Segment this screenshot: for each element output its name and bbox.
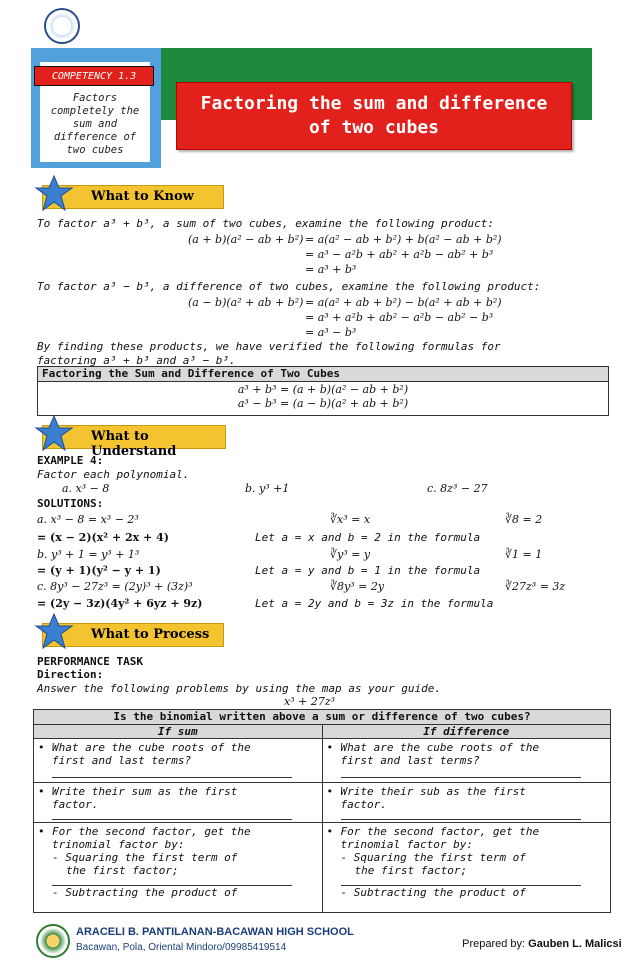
problem-b: b. y³ +1 (245, 482, 290, 495)
answer-line[interactable] (341, 767, 581, 778)
root-b-right: ∛1 = 1 (505, 548, 543, 561)
formula-box-header: Factoring the Sum and Difference of Two Cubes (38, 367, 609, 382)
sum-step-first-factor: • Write their sum as the first factor. (34, 783, 323, 823)
example-label: EXAMPLE 4: (37, 454, 104, 467)
competency-description: Factors completely the sum and difference of two cubes (50, 92, 140, 156)
section-banner-process: What to Process (34, 618, 224, 648)
root-c-left: ∛8y³ = 2y (330, 580, 385, 593)
sum-intro: To factor a³ + b³, a sum of two cubes, examine the following product: (37, 217, 494, 230)
star-icon (34, 612, 74, 652)
solutions-label: SOLUTIONS: (37, 497, 104, 510)
page-title: Factoring the sum and difference of two cubes (176, 82, 572, 150)
prepared-by: Prepared by: Gauben L. Malicsi (462, 938, 622, 950)
direction-text: Answer the following problems by using the map as your guide. (37, 682, 441, 695)
conclusion-line-2: factoring a³ + b³ and a³ − b³. (37, 354, 236, 367)
solution-a-line-1: a. x³ − 8 = x³ − 2³ (37, 513, 139, 526)
answer-line[interactable] (52, 877, 292, 886)
sum-lhs: (a + b)(a² − ab + b²) (188, 233, 304, 246)
diff-step-3: = a³ − b³ (305, 326, 357, 339)
col-header-sum: If sum (34, 725, 323, 739)
sum-step-cube-roots: • What are the cube roots of the first and last terms? (34, 739, 323, 783)
process-map-table (33, 709, 611, 913)
sum-step-2: = a³ − a²b + ab² + a²b − ab² + b³ (305, 248, 494, 261)
diff-step-2: = a³ + a²b + ab² − a²b − ab² − b³ (305, 311, 494, 324)
solution-c-line-1: c. 8y³ − 27z³ = (2y)³ + (3z)³ (37, 580, 193, 593)
sum-step-1: = a(a² − ab + b²) + b(a² − ab + b²) (305, 233, 502, 246)
root-a-right: ∛8 = 2 (505, 513, 543, 526)
diff-intro: To factor a³ − b³, a difference of two cubes, examine the following product: (37, 280, 541, 293)
let-c: Let a = 2y and b = 3z in the formula (255, 597, 494, 610)
answer-line[interactable] (52, 811, 292, 820)
root-b-left: ∛y³ = y (330, 548, 371, 561)
problem-expression: x³ + 27z³ (284, 695, 336, 708)
problem-c: c. 8z³ − 27 (427, 482, 488, 495)
school-name: ARACELI B. PANTILANAN-BACAWAN HIGH SCHOOL (76, 926, 354, 938)
answer-line[interactable] (341, 811, 581, 820)
direction-label: Direction: (37, 668, 104, 681)
solution-a-line-2: = (x − 2)(x² + 2x + 4) (37, 531, 169, 544)
diff-step-1: = a(a² + ab + b²) − b(a² + ab + b²) (305, 296, 502, 309)
school-seal-logo (36, 924, 70, 958)
star-icon (34, 414, 74, 454)
problem-a: a. x³ − 8 (62, 482, 110, 495)
conclusion-line-1: By finding these products, we have verified the following formulas for (37, 340, 501, 353)
root-a-left: ∛x³ = x (330, 513, 371, 526)
diff-lhs: (a − b)(a² + ab + b²) (188, 296, 304, 309)
section-banner-know: What to Know (34, 180, 224, 210)
col-header-diff: If difference (322, 725, 611, 739)
table-question: Is the binomial written above a sum or difference of two cubes? (34, 710, 611, 725)
deped-seal-logo (44, 8, 80, 44)
formula-diff: a³ − b³ = (a − b)(a² + ab + b²) (237, 397, 409, 410)
answer-line[interactable] (52, 767, 292, 778)
school-address: Bacawan, Pola, Oriental Mindoro/09985419514 (76, 942, 287, 953)
let-b: Let a = y and b = 1 in the formula (255, 564, 481, 577)
sum-step-3: = a³ + b³ (305, 263, 357, 276)
let-a: Let a = x and b = 2 in the formula (255, 531, 481, 544)
star-icon (34, 174, 74, 214)
diff-step-first-factor: • Write their sub as the first factor. (322, 783, 611, 823)
competency-badge: COMPETENCY 1.3 (34, 66, 154, 86)
root-c-right: ∛27z³ = 3z (505, 580, 566, 593)
answer-line[interactable] (341, 877, 581, 886)
sum-step-second-factor: • For the second factor, get the trinomial factor by: - Squaring the first term of the first factor; - Subtracting the product of (34, 823, 323, 913)
solution-c-line-2: = (2y − 3z)(4y² + 6yz + 9z) (37, 597, 203, 610)
solution-b-line-1: b. y³ + 1 = y³ + 1³ (37, 548, 140, 561)
example-instruction: Factor each polynomial. (37, 468, 190, 481)
formula-box (37, 366, 609, 416)
diff-step-second-factor: • For the second factor, get the trinomial factor by: - Squaring the first term of the first factor; - Subtracting the product of (322, 823, 611, 913)
diff-step-cube-roots: • What are the cube roots of the first and last terms? (322, 739, 611, 783)
section-banner-understand: What to Understand (34, 420, 224, 450)
formula-sum: a³ + b³ = (a + b)(a² − ab + b²) (237, 383, 409, 396)
solution-b-line-2: = (y + 1)(y² − y + 1) (37, 564, 161, 577)
performance-task-label: PERFORMANCE TASK (37, 655, 143, 668)
